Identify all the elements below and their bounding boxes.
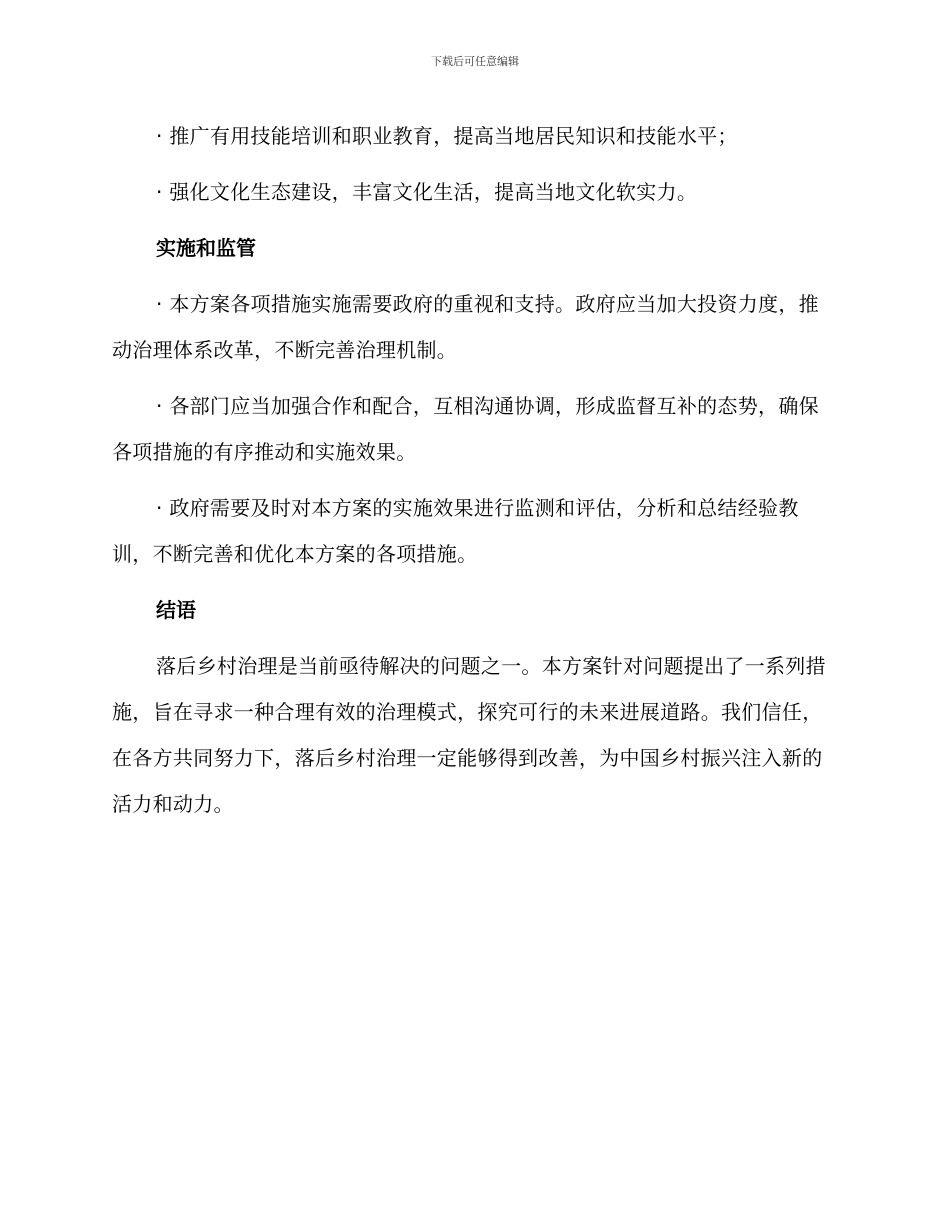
bullet-paragraph: · 推广有用技能培训和职业教育，提高当地居民知识和技能水平； <box>156 124 738 148</box>
bullet-paragraph: · 本方案各项措施实施需要政府的重视和支持。政府应当加大投资力度，推动治理体系改革，不断完善治理机制。 <box>112 292 819 362</box>
document-body <box>112 113 837 827</box>
conclusion-paragraph: 落后乡村治理是当前亟待解决的问题之一。本方案针对问题提出了一系列措施，旨在寻求一种合理有效的治理模式，探究可行的未来进展道路。我们信任，在各方共同努力下，落后乡村治理一定能够得到改善，为中国乡村振兴注入新的活力和动力。 <box>112 654 826 816</box>
bullet-paragraph: · 各部门应当加强合作和配合，互相沟通协调，形成监督互补的态势，确保各项措施的有序推动和实施效果。 <box>112 394 819 464</box>
section-heading-implementation: 实施和监管 <box>156 236 256 260</box>
bullet-paragraph: · 强化文化生态建设，丰富文化生活，提高当地文化软实力。 <box>156 180 698 204</box>
page-header-note: 下载后可任意编辑 <box>431 55 519 68</box>
bullet-paragraph: · 政府需要及时对本方案的实施效果进行监测和评估，分析和总结经验教训，不断完善和优化本方案的各项措施。 <box>112 496 799 566</box>
section-heading-conclusion: 结语 <box>156 598 196 622</box>
